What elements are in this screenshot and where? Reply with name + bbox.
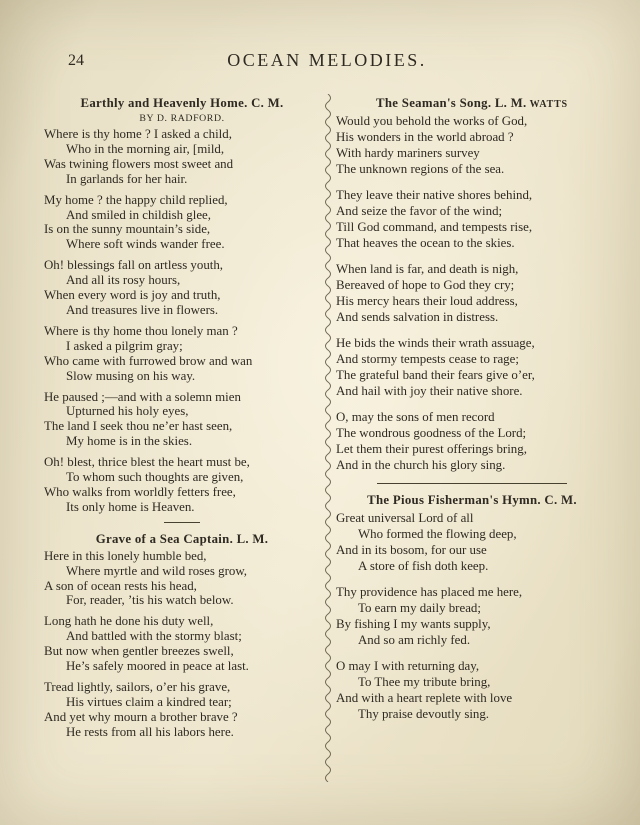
verse-line: Who walks from worldly fetters free, <box>44 484 236 499</box>
verse-line: The wondrous goodness of the Lord; <box>336 426 527 440</box>
verse-line: O may I with returning day, <box>336 659 480 673</box>
verse-line: That heaves the ocean to the skies. <box>336 236 515 250</box>
verse-line: And hail with joy their native shore. <box>336 384 523 398</box>
verse-line: My home is in the skies. <box>66 434 193 449</box>
running-head: OCEAN MELODIES. <box>227 50 427 70</box>
verse <box>44 390 320 450</box>
hymn-byline: BY D. RADFORD. <box>139 113 225 124</box>
verse-line: His virtues claim a kindred tear; <box>66 694 232 709</box>
verse-line: Upturned his holy eyes, <box>66 404 189 419</box>
verse-line: Oh! blest, thrice blest the heart must be, <box>44 455 250 470</box>
verse-line: When land is far, and death is nigh, <box>336 262 519 276</box>
verse-line: He rests from all his labors here. <box>66 724 234 739</box>
verse-line: And smiled in childish glee, <box>66 207 212 222</box>
verse-line: Tread lightly, sailors, o’er his grave, <box>44 680 231 694</box>
verse-line: Where soft winds wander free. <box>66 237 225 252</box>
verse-line: Its only home is Heaven. <box>66 499 195 514</box>
verse-line: Till God command, and tempests rise, <box>336 220 533 234</box>
verse-line: Where myrtle and wild roses grow, <box>66 563 248 578</box>
hymn-title: The Pious Fisherman's Hymn. C. M. <box>367 493 577 507</box>
verse-line: Great universal Lord of all <box>336 511 474 525</box>
verse-line: Who formed the flowing deep, <box>358 527 517 541</box>
verse-line: Thy praise devoutly sing. <box>358 707 490 721</box>
verse-line: Who in the morning air, [mild, <box>66 141 225 156</box>
verse <box>44 324 320 384</box>
verse-line: For, reader, ’tis his watch below. <box>66 593 234 608</box>
column-left <box>44 94 320 746</box>
verse-line: They leave their native shores behind, <box>336 188 533 202</box>
verse <box>44 127 320 187</box>
column-divider <box>320 94 336 782</box>
verse-line: Thy providence has placed me here, <box>336 585 523 599</box>
verse-line: And all its rosy hours, <box>66 273 181 288</box>
verse <box>336 113 608 177</box>
hymn-author: WATTS <box>526 99 568 110</box>
verse-line: He paused ;—and with a solemn mien <box>44 389 241 404</box>
verse-line: Oh! blessings fall on artless youth, <box>44 258 224 273</box>
page-number: 24 <box>68 52 84 69</box>
section-divider <box>377 483 567 484</box>
verse-line: Let them their purest offerings bring, <box>336 442 527 456</box>
verse-line: When every word is joy and truth, <box>44 288 221 303</box>
verse-line: In garlands for her hair. <box>66 171 188 186</box>
verse-line: And battled with the stormy blast; <box>66 629 242 644</box>
verse <box>44 549 320 609</box>
verse-line: To Thee my tribute bring, <box>358 675 491 689</box>
verse <box>44 258 320 318</box>
verse <box>336 335 608 399</box>
verse-line: Slow musing on his way. <box>66 368 196 383</box>
verse-line: His mercy hears their loud address, <box>336 294 518 308</box>
verse-line: Was twining flowers most sweet and <box>44 156 234 171</box>
verse-line: My home ? the happy child replied, <box>44 192 228 207</box>
verse-line: Would you behold the works of God, <box>336 114 528 128</box>
verse-line: He bids the winds their wrath assuage, <box>336 336 535 350</box>
verse-line: And with a heart replete with love <box>336 691 513 705</box>
verse-line: With hardy mariners survey <box>336 146 480 160</box>
hymn-title: Earthly and Heavenly Home. C. M. <box>80 96 284 110</box>
verse <box>336 510 608 574</box>
verse-line: The grateful band their fears give o’er, <box>336 368 535 382</box>
column-right <box>336 94 608 732</box>
verse-line: A store of fish doth keep. <box>358 559 489 573</box>
verse-line: Who came with furrowed brow and wan <box>44 353 253 368</box>
verse-line: And so am richly fed. <box>358 633 471 647</box>
verse-line: And in its bosom, for our use <box>336 543 487 557</box>
verse-line: He’s safely moored in peace at last. <box>66 659 249 674</box>
verse-line: To earn my daily bread; <box>358 601 481 615</box>
verse-line: Where is thy home ? I asked a child, <box>44 127 232 141</box>
section-divider <box>164 522 200 523</box>
verse <box>44 680 320 740</box>
column-divider-rule <box>322 94 334 782</box>
verse-line: And in the church his glory sing. <box>336 458 506 472</box>
verse-line: Here in this lonely humble bed, <box>44 548 207 563</box>
verse-line: His wonders in the world abroad ? <box>336 130 514 144</box>
verse-line: And yet why mourn a brother brave ? <box>44 709 238 724</box>
verse-line: But now when gentler breezes swell, <box>44 644 234 659</box>
verse-line: I asked a pilgrim gray; <box>66 338 183 353</box>
verse-line: A son of ocean rests his head, <box>44 578 197 593</box>
verse <box>44 193 320 253</box>
verse-line: Is on the sunny mountain’s side, <box>44 222 211 237</box>
verse-line: Where is thy home thou lonely man ? <box>44 323 238 338</box>
verse <box>336 658 608 722</box>
verse-line: And sends salvation in distress. <box>336 310 499 324</box>
hymn-title: The Seaman's Song. L. M. WATTS <box>376 96 568 110</box>
verse <box>44 455 320 515</box>
verse-line: And seize the favor of the wind; <box>336 204 503 218</box>
verse <box>336 187 608 251</box>
verse-line: Long hath he done his duty well, <box>44 614 214 629</box>
verse <box>336 409 608 473</box>
page-header <box>44 50 610 76</box>
verse <box>336 584 608 648</box>
verse-line: And stormy tempests cease to rage; <box>336 352 519 366</box>
verse-line: Bereaved of hope to God they cry; <box>336 278 515 292</box>
verse-line: O, may the sons of men record <box>336 410 495 424</box>
verse-line: The land I seek thou ne’er hast seen, <box>44 419 233 434</box>
verse <box>44 614 320 674</box>
hymn-title: Grave of a Sea Captain. L. M. <box>95 531 269 546</box>
verse <box>336 261 608 325</box>
verse-line: And treasures live in flowers. <box>66 302 219 317</box>
verse-line: To whom such thoughts are given, <box>66 470 244 485</box>
verse-line: By fishing I my wants supply, <box>336 617 491 631</box>
verse-line: The unknown regions of the sea. <box>336 162 505 176</box>
text-columns <box>44 94 610 782</box>
